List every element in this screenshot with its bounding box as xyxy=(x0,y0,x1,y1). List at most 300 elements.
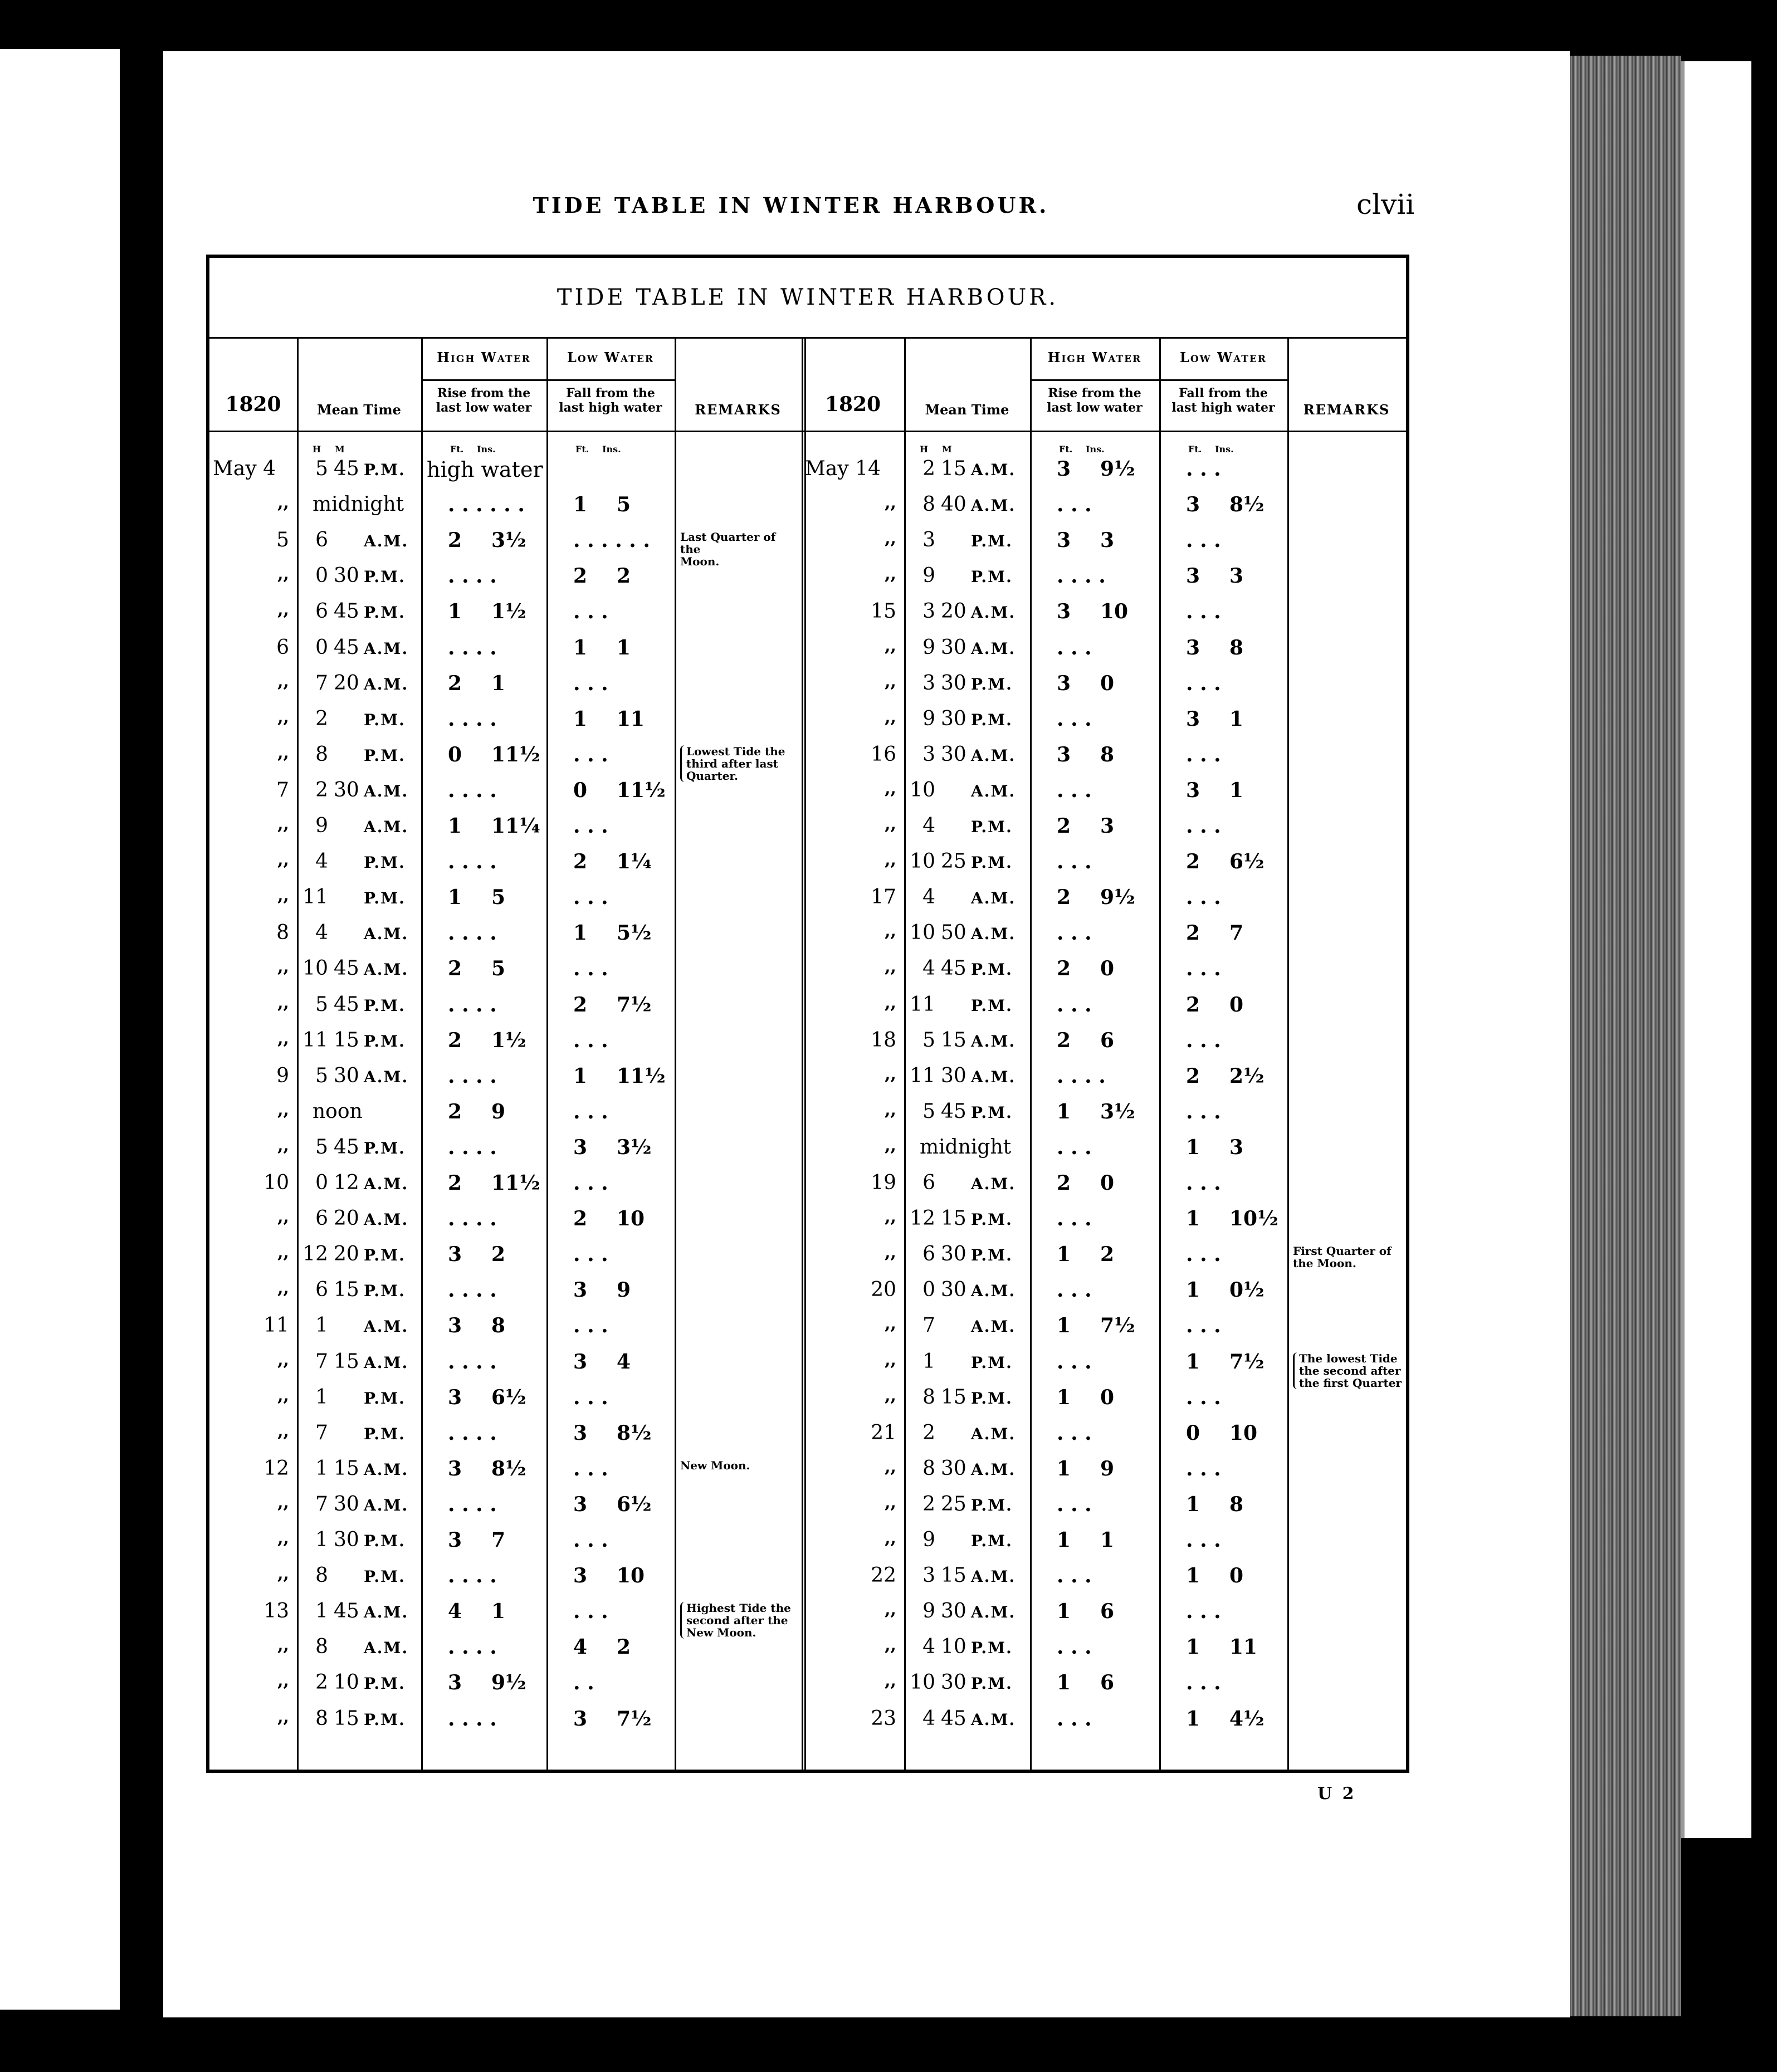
right-lw-inches-cell: 1 xyxy=(1229,778,1244,802)
right-hw-feet-cell: . . . xyxy=(1057,1564,1092,1588)
left-lw-feet-cell: . . . xyxy=(573,957,608,981)
right-hw-feet-cell: . . . xyxy=(1057,707,1092,731)
right-hw-inches-cell: 3½ xyxy=(1100,1099,1135,1123)
left-hw-feet-cell: 2 xyxy=(448,671,462,695)
right-minute-cell: 30 xyxy=(941,1064,966,1087)
right-lw-inches-cell: 11 xyxy=(1229,1635,1258,1659)
right-hour-cell: 8 xyxy=(922,1457,935,1480)
left-hour-cell: 6 xyxy=(315,529,328,552)
left-day-cell: ,, xyxy=(277,707,289,727)
left-minute-cell: 45 xyxy=(334,600,359,623)
right-ampm-cell: A.M. xyxy=(971,1603,1016,1622)
right-day-cell: ,, xyxy=(885,1385,896,1405)
right-hour-cell: 10 xyxy=(910,850,935,873)
left-high-water-header: High Water xyxy=(437,349,531,365)
right-day-cell: ,, xyxy=(885,1064,896,1084)
left-hw-feet-cell: 3 xyxy=(448,1671,462,1695)
right-hw-feet-unit: Ft. xyxy=(1059,444,1073,455)
left-lw-inches-cell: 1 xyxy=(617,636,631,659)
left-lw-feet-cell: 3 xyxy=(573,1564,588,1588)
left-hw-feet-cell: . . . . xyxy=(448,1278,497,1302)
left-lw-feet-cell: . . . xyxy=(573,1243,608,1267)
right-hour-cell: 4 xyxy=(922,886,935,909)
right-lw-inches-cell: 4½ xyxy=(1229,1707,1265,1731)
left-minute-cell: 15 xyxy=(334,1278,359,1302)
right-hour-cell: 1 xyxy=(922,1350,935,1373)
left-hour-cell: 5 xyxy=(315,1135,328,1159)
left-hw-inches-cell: 11¼ xyxy=(491,814,540,838)
left-hw-inches-cell: 3½ xyxy=(491,529,526,553)
right-hw-feet-cell: . . . xyxy=(1057,1278,1092,1302)
right-lw-feet-cell: 3 xyxy=(1186,707,1200,731)
left-hour-cell: 2 xyxy=(315,707,328,730)
right-minute-cell: 30 xyxy=(941,636,966,659)
left-hour-cell: 6 xyxy=(315,600,328,623)
left-day-cell: ,, xyxy=(277,1135,289,1155)
left-high-water-divider xyxy=(421,379,546,381)
left-hour-cell: 8 xyxy=(315,1707,328,1730)
right-minute-cell: 15 xyxy=(941,1028,966,1052)
left-lw-feet-cell: 1 xyxy=(573,636,588,659)
left-ampm-cell: A.M. xyxy=(364,1353,409,1372)
right-hw-feet-cell: 2 xyxy=(1057,1028,1071,1052)
left-day-cell: ,, xyxy=(277,1207,289,1227)
right-hour-cell: 3 xyxy=(922,1564,935,1587)
right-lw-feet-cell: . . . xyxy=(1186,529,1221,553)
right-minute-cell: 30 xyxy=(941,1600,966,1623)
left-lw-feet-cell: . . . xyxy=(573,1171,608,1195)
left-lw-feet-cell: 3 xyxy=(573,1278,588,1302)
left-hour-cell: 2 xyxy=(315,778,328,802)
right-ampm-cell: P.M. xyxy=(971,960,1013,979)
right-mean-time-header: Mean Time xyxy=(925,402,1009,418)
left-hour-cell: 1 xyxy=(315,1528,328,1551)
left-hw-feet-cell: . . . . xyxy=(448,1207,497,1231)
left-day-cell: 10 xyxy=(263,1171,289,1194)
left-hour-unit: H xyxy=(313,444,321,455)
left-hour-cell: 0 xyxy=(315,1171,328,1194)
left-day-cell: ,, xyxy=(277,1243,289,1263)
remark-line: New Moon. xyxy=(680,1458,750,1472)
right-hour-cell: 11 xyxy=(910,1064,935,1087)
right-lw-inches-cell: 10 xyxy=(1229,1421,1258,1445)
right-low-water-subheader: Fall from the last high water xyxy=(1171,386,1275,415)
right-hw-feet-cell: 3 xyxy=(1057,742,1071,766)
right-hw-feet-cell: 3 xyxy=(1057,529,1071,553)
right-hw-feet-cell: . . . xyxy=(1057,993,1092,1017)
right-ampm-cell: A.M. xyxy=(971,603,1016,622)
right-lw-feet-cell: 3 xyxy=(1186,493,1200,517)
left-lw-inches-cell: 7½ xyxy=(617,1707,652,1731)
right-hour-cell: 4 xyxy=(922,1635,935,1659)
left-remarks-header: REMARKS xyxy=(695,402,782,418)
left-minute-cell: 45 xyxy=(334,957,359,980)
left-day-cell: 7 xyxy=(276,778,289,802)
right-low-water-header: Low Water xyxy=(1179,349,1267,365)
left-ampm-cell: A.M. xyxy=(364,1067,409,1086)
right-lw-feet-cell: . . . xyxy=(1186,1671,1221,1695)
right-ampm-cell: A.M. xyxy=(971,781,1016,800)
right-ampm-cell: A.M. xyxy=(971,1317,1016,1336)
right-minute-cell: 15 xyxy=(941,1207,966,1230)
right-minute-cell: 45 xyxy=(941,1707,966,1730)
left-hw-inches-cell: 1 xyxy=(491,671,506,695)
left-hour-cell: 0 xyxy=(315,636,328,659)
right-ampm-cell: A.M. xyxy=(971,1460,1016,1479)
left-ampm-cell: P.M. xyxy=(364,1674,406,1693)
right-lw-inches-cell: 7½ xyxy=(1229,1350,1265,1374)
left-hw-feet-cell: 2 xyxy=(448,529,462,553)
right-minute-cell: 20 xyxy=(941,600,966,623)
right-ampm-cell: A.M. xyxy=(971,1175,1016,1193)
left-ampm-cell: P.M. xyxy=(364,603,406,622)
right-hour-cell: 9 xyxy=(922,1600,935,1623)
right-hour-unit: H xyxy=(920,444,929,455)
right-day-cell: ,, xyxy=(885,1243,896,1263)
right-lw-feet-cell: 1 xyxy=(1186,1207,1200,1231)
right-hour-cell: 10 xyxy=(910,1671,935,1694)
right-minute-cell: 25 xyxy=(941,850,966,873)
signature-mark: U 2 xyxy=(1317,1784,1356,1804)
left-hw-feet-cell: . . . . . . xyxy=(448,493,525,517)
right-lw-inches-unit: Ins. xyxy=(1215,444,1234,455)
right-ampm-cell: A.M. xyxy=(971,1032,1016,1050)
right-minute-cell: 10 xyxy=(941,1635,966,1659)
right-high-water-header: High Water xyxy=(1047,349,1142,365)
left-ampm-cell: P.M. xyxy=(364,568,406,587)
right-day-cell: ,, xyxy=(885,1314,896,1334)
left-hour-cell: 5 xyxy=(315,457,328,480)
left-mean-time-header: Mean Time xyxy=(317,402,401,418)
left-hour-cell: 5 xyxy=(315,993,328,1016)
left-lw-feet-unit: Ft. xyxy=(575,444,589,455)
right-ampm-cell: P.M. xyxy=(971,1389,1013,1408)
right-high-water-subheader: Rise from the last low water xyxy=(1047,386,1143,415)
left-hw-feet-cell: 4 xyxy=(448,1600,462,1624)
right-day-cell: ,, xyxy=(885,778,896,798)
right-ampm-cell: A.M. xyxy=(971,1710,1016,1729)
right-lw-feet-cell: . . . xyxy=(1186,1457,1221,1480)
left-hw-inches-cell: 8½ xyxy=(491,1457,526,1480)
left-hw-inches-cell: 6½ xyxy=(491,1385,526,1409)
left-hw-feet-cell: 2 xyxy=(448,1171,462,1195)
left-hw-feet-cell: . . . . xyxy=(448,1135,497,1159)
remark-line: The lowest Tide xyxy=(1299,1351,1398,1365)
remark-line: Lowest Tide the xyxy=(686,744,785,758)
right-lw-feet-cell: . . . xyxy=(1186,1600,1221,1624)
right-hour-cell: 3 xyxy=(922,671,935,695)
left-hw-feet-cell: 3 xyxy=(448,1528,462,1552)
right-ampm-cell: P.M. xyxy=(971,996,1013,1015)
left-lw-feet-cell: . . . xyxy=(573,1457,608,1480)
right-day-cell: ,, xyxy=(885,1135,896,1155)
right-lw-feet-cell: . . . xyxy=(1186,814,1221,838)
left-lw-inches-cell: 2 xyxy=(617,564,631,588)
left-day-cell: 12 xyxy=(263,1457,289,1480)
right-ampm-cell: P.M. xyxy=(971,675,1013,693)
left-lw-inches-cell: 11½ xyxy=(617,1064,666,1088)
left-minute-cell: 20 xyxy=(334,1207,359,1230)
column-rule xyxy=(1287,337,1289,1770)
running-head: TIDE TABLE IN WINTER HARBOUR. xyxy=(533,193,1049,218)
left-ampm-cell: A.M. xyxy=(364,1603,409,1622)
left-lw-inches-cell: 8½ xyxy=(617,1421,652,1445)
left-hw-feet-cell: 0 xyxy=(448,742,462,766)
right-hw-feet-cell: 1 xyxy=(1057,1671,1071,1695)
right-ampm-cell: P.M. xyxy=(971,1353,1013,1372)
right-hw-feet-cell: 3 xyxy=(1057,600,1071,624)
right-ampm-cell: A.M. xyxy=(971,496,1016,515)
left-day-cell: ,, xyxy=(277,1635,289,1655)
right-ampm-cell: P.M. xyxy=(971,818,1013,836)
left-lw-feet-cell: 2 xyxy=(573,1207,588,1231)
left-low-water-header: Low Water xyxy=(567,349,655,365)
right-day-cell: ,, xyxy=(885,1635,896,1655)
left-lw-feet-cell: . . . xyxy=(573,1385,608,1409)
right-time-text-cell: midnight xyxy=(920,1135,1012,1159)
left-day-cell: 5 xyxy=(276,529,289,552)
right-hw-feet-cell: 1 xyxy=(1057,1457,1071,1480)
left-ampm-cell: A.M. xyxy=(364,818,409,836)
right-hour-cell: 9 xyxy=(922,707,935,730)
right-lw-feet-cell: 2 xyxy=(1186,850,1200,874)
right-lw-inches-cell: 7 xyxy=(1229,921,1244,945)
left-hour-cell: 7 xyxy=(315,1492,328,1516)
left-ampm-cell: A.M. xyxy=(364,1639,409,1658)
left-hour-cell: 1 xyxy=(315,1385,328,1409)
left-day-cell: ,, xyxy=(277,886,289,906)
left-hour-cell: 4 xyxy=(315,921,328,945)
left-lw-inches-unit: Ins. xyxy=(602,444,621,455)
right-lw-feet-cell: . . . xyxy=(1186,742,1221,766)
right-day-cell: ,, xyxy=(885,1671,896,1691)
left-ampm-cell: P.M. xyxy=(364,1710,406,1729)
right-hw-feet-cell: 2 xyxy=(1057,957,1071,981)
right-day-cell: ,, xyxy=(885,1099,896,1120)
right-hour-cell: 3 xyxy=(922,742,935,766)
right-hw-feet-cell: . . . xyxy=(1057,636,1092,659)
right-ampm-cell: P.M. xyxy=(971,1246,1013,1265)
left-hw-inches-unit: Ins. xyxy=(477,444,496,455)
left-day-cell: ,, xyxy=(277,671,289,691)
remark-line: Moon. xyxy=(680,555,720,569)
left-day-cell: ,, xyxy=(277,1099,289,1120)
left-hw-inches-cell: 5 xyxy=(491,886,506,910)
right-hour-cell: 4 xyxy=(922,814,935,837)
left-hour-cell: 10 xyxy=(302,957,328,980)
left-lw-feet-cell: 2 xyxy=(573,850,588,874)
left-hour-cell: 12 xyxy=(302,1243,328,1266)
right-minute-cell: 30 xyxy=(941,671,966,695)
left-ampm-cell: A.M. xyxy=(364,1460,409,1479)
right-hw-feet-cell: . . . xyxy=(1057,778,1092,802)
right-hw-feet-cell: 1 xyxy=(1057,1528,1071,1552)
left-minute-cell: 15 xyxy=(334,1028,359,1052)
right-lw-inches-cell: 8 xyxy=(1229,1492,1244,1516)
right-hw-inches-cell: 6 xyxy=(1100,1671,1115,1695)
right-hour-cell: 2 xyxy=(922,457,935,480)
left-hour-cell: 5 xyxy=(315,1064,328,1087)
right-lw-feet-cell: . . . xyxy=(1186,1171,1221,1195)
right-hw-feet-cell: . . . xyxy=(1057,921,1092,945)
right-lw-inches-cell: 2½ xyxy=(1229,1064,1265,1088)
right-ampm-cell: P.M. xyxy=(971,1639,1013,1658)
right-ampm-cell: A.M. xyxy=(971,746,1016,765)
left-day-cell: ,, xyxy=(277,1350,289,1370)
right-minute-cell: 30 xyxy=(941,1278,966,1302)
left-hw-feet-cell: . . . . xyxy=(448,921,497,945)
left-lw-inches-cell: 3½ xyxy=(617,1135,652,1159)
left-day-cell: 11 xyxy=(263,1314,289,1337)
left-lw-inches-cell: 10 xyxy=(617,1564,645,1588)
left-day-cell: ,, xyxy=(277,993,289,1013)
right-remark xyxy=(1293,1245,1403,1269)
left-minute-cell: 15 xyxy=(334,1707,359,1730)
right-ampm-cell: P.M. xyxy=(971,853,1013,872)
left-lw-feet-cell: . . . xyxy=(573,1314,608,1338)
right-lw-feet-cell: . . . xyxy=(1186,1028,1221,1052)
right-hour-cell: 7 xyxy=(922,1314,935,1337)
right-hw-feet-cell: . . . xyxy=(1057,1207,1092,1231)
right-ampm-cell: A.M. xyxy=(971,925,1016,944)
right-hw-feet-cell: 1 xyxy=(1057,1314,1071,1338)
left-hw-feet-cell: . . . . xyxy=(448,1635,497,1659)
left-year-header: 1820 xyxy=(225,393,281,416)
left-lw-inches-cell: 11 xyxy=(617,707,645,731)
left-hour-cell: 8 xyxy=(315,1564,328,1587)
right-lw-feet-cell: . . . xyxy=(1186,1314,1221,1338)
right-minute-cell: 40 xyxy=(941,493,966,516)
right-lw-feet-cell: 0 xyxy=(1186,1421,1200,1445)
right-minute-cell: 50 xyxy=(941,921,966,945)
left-day-cell: ,, xyxy=(277,1492,289,1512)
left-lw-feet-cell: 3 xyxy=(573,1135,588,1159)
left-lw-inches-cell: 11½ xyxy=(617,778,666,802)
right-lw-feet-cell: . . . xyxy=(1186,671,1221,695)
right-minute-cell: 45 xyxy=(941,1099,966,1123)
right-hw-feet-cell: . . . xyxy=(1057,850,1092,874)
left-hour-cell: 7 xyxy=(315,1421,328,1444)
left-hour-cell: 1 xyxy=(315,1457,328,1480)
column-rule xyxy=(297,337,299,1770)
left-hw-inches-cell: 11½ xyxy=(491,1171,540,1195)
left-remark xyxy=(680,1459,798,1472)
right-day-cell: 15 xyxy=(871,600,896,623)
left-hour-cell: 7 xyxy=(315,671,328,695)
right-minute-cell: 25 xyxy=(941,1492,966,1516)
left-day-cell: ,, xyxy=(277,1278,289,1298)
right-day-cell: ,, xyxy=(885,850,896,870)
left-day-cell: ,, xyxy=(277,564,289,584)
right-hw-inches-cell: 9½ xyxy=(1100,457,1135,481)
right-day-cell: ,, xyxy=(885,921,896,941)
left-ampm-cell: P.M. xyxy=(364,1138,406,1157)
right-minute-cell: 15 xyxy=(941,1564,966,1587)
remark-line: New Moon. xyxy=(686,1626,756,1640)
left-lw-inches-cell: 5 xyxy=(617,493,631,517)
left-minute-cell: 45 xyxy=(334,457,359,480)
left-day-cell: ,, xyxy=(277,1707,289,1727)
right-ampm-cell: P.M. xyxy=(971,1103,1013,1122)
right-ampm-cell: P.M. xyxy=(971,1532,1013,1550)
left-minute-cell: 45 xyxy=(334,1600,359,1623)
left-minute-cell: 45 xyxy=(334,636,359,659)
left-lw-feet-cell: 1 xyxy=(573,493,588,517)
left-minute-cell: 30 xyxy=(334,1064,359,1087)
right-hw-feet-cell: . . . xyxy=(1057,1635,1092,1659)
right-hw-feet-cell: 3 xyxy=(1057,671,1071,695)
left-hw-inches-cell: 11½ xyxy=(491,742,540,766)
right-hw-feet-cell: 1 xyxy=(1057,1243,1071,1267)
right-lw-feet-unit: Ft. xyxy=(1188,444,1202,455)
left-ampm-cell: A.M. xyxy=(364,675,409,693)
left-hw-feet-cell: 3 xyxy=(448,1243,462,1267)
left-minute-cell: 12 xyxy=(334,1171,359,1194)
right-lw-feet-cell: . . . xyxy=(1186,1385,1221,1409)
right-hour-cell: 4 xyxy=(922,957,935,980)
remark-line: the second after xyxy=(1299,1364,1401,1377)
left-day-cell: May 4 xyxy=(213,457,276,480)
right-hw-feet-cell: 3 xyxy=(1057,457,1071,481)
left-lw-feet-cell: 2 xyxy=(573,564,588,588)
page-margin-strip xyxy=(1681,61,1751,1838)
left-remark xyxy=(680,745,804,782)
right-lw-feet-cell: 3 xyxy=(1186,778,1200,802)
right-hw-inches-cell: 7½ xyxy=(1100,1314,1135,1338)
left-minute-cell: 20 xyxy=(334,671,359,695)
right-minute-cell: 30 xyxy=(941,742,966,766)
left-ampm-cell: A.M. xyxy=(364,1175,409,1193)
left-hour-cell: 1 xyxy=(315,1314,328,1337)
left-minute-cell: 30 xyxy=(334,1528,359,1551)
left-ampm-cell: P.M. xyxy=(364,1032,406,1050)
right-lw-feet-cell: . . . xyxy=(1186,957,1221,981)
right-day-cell: ,, xyxy=(885,1600,896,1620)
left-hw-feet-cell: . . . . xyxy=(448,1492,497,1516)
left-hw-inches-cell: 2 xyxy=(491,1243,506,1267)
left-hw-inches-cell: 5 xyxy=(491,957,506,981)
right-remarks-header: REMARKS xyxy=(1303,402,1390,418)
right-lw-feet-cell: 1 xyxy=(1186,1635,1200,1659)
right-hw-feet-cell: . . . xyxy=(1057,1350,1092,1374)
left-minute-cell: 15 xyxy=(334,1457,359,1480)
right-day-cell: ,, xyxy=(885,957,896,977)
right-remark xyxy=(1293,1352,1409,1389)
right-day-cell: 22 xyxy=(871,1564,896,1587)
right-day-cell: ,, xyxy=(885,1492,896,1512)
left-hw-feet-cell: 2 xyxy=(448,1099,462,1123)
left-day-cell: ,, xyxy=(277,1528,289,1548)
right-hour-cell: 10 xyxy=(910,921,935,945)
right-lw-feet-cell: 1 xyxy=(1186,1350,1200,1374)
right-day-cell: May 14 xyxy=(805,457,881,480)
facing-page-edge xyxy=(0,49,120,2010)
right-hw-inches-cell: 9½ xyxy=(1100,886,1135,910)
left-hour-cell: 8 xyxy=(315,1635,328,1659)
left-hw-feet-cell: . . . . xyxy=(448,1564,497,1588)
left-hour-cell: 8 xyxy=(315,742,328,766)
right-hour-cell: 11 xyxy=(910,993,935,1016)
right-hw-inches-cell: 9 xyxy=(1100,1457,1115,1480)
left-minute-cell: 10 xyxy=(334,1671,359,1694)
left-day-cell: ,, xyxy=(277,957,289,977)
left-lw-inches-cell: 2 xyxy=(617,1635,631,1659)
right-hour-cell: 9 xyxy=(922,564,935,588)
right-ampm-cell: P.M. xyxy=(971,710,1013,729)
right-day-cell: ,, xyxy=(885,564,896,584)
left-hw-feet-cell: . . . . xyxy=(448,1421,497,1445)
left-hw-feet-cell: . . . . xyxy=(448,1707,497,1731)
